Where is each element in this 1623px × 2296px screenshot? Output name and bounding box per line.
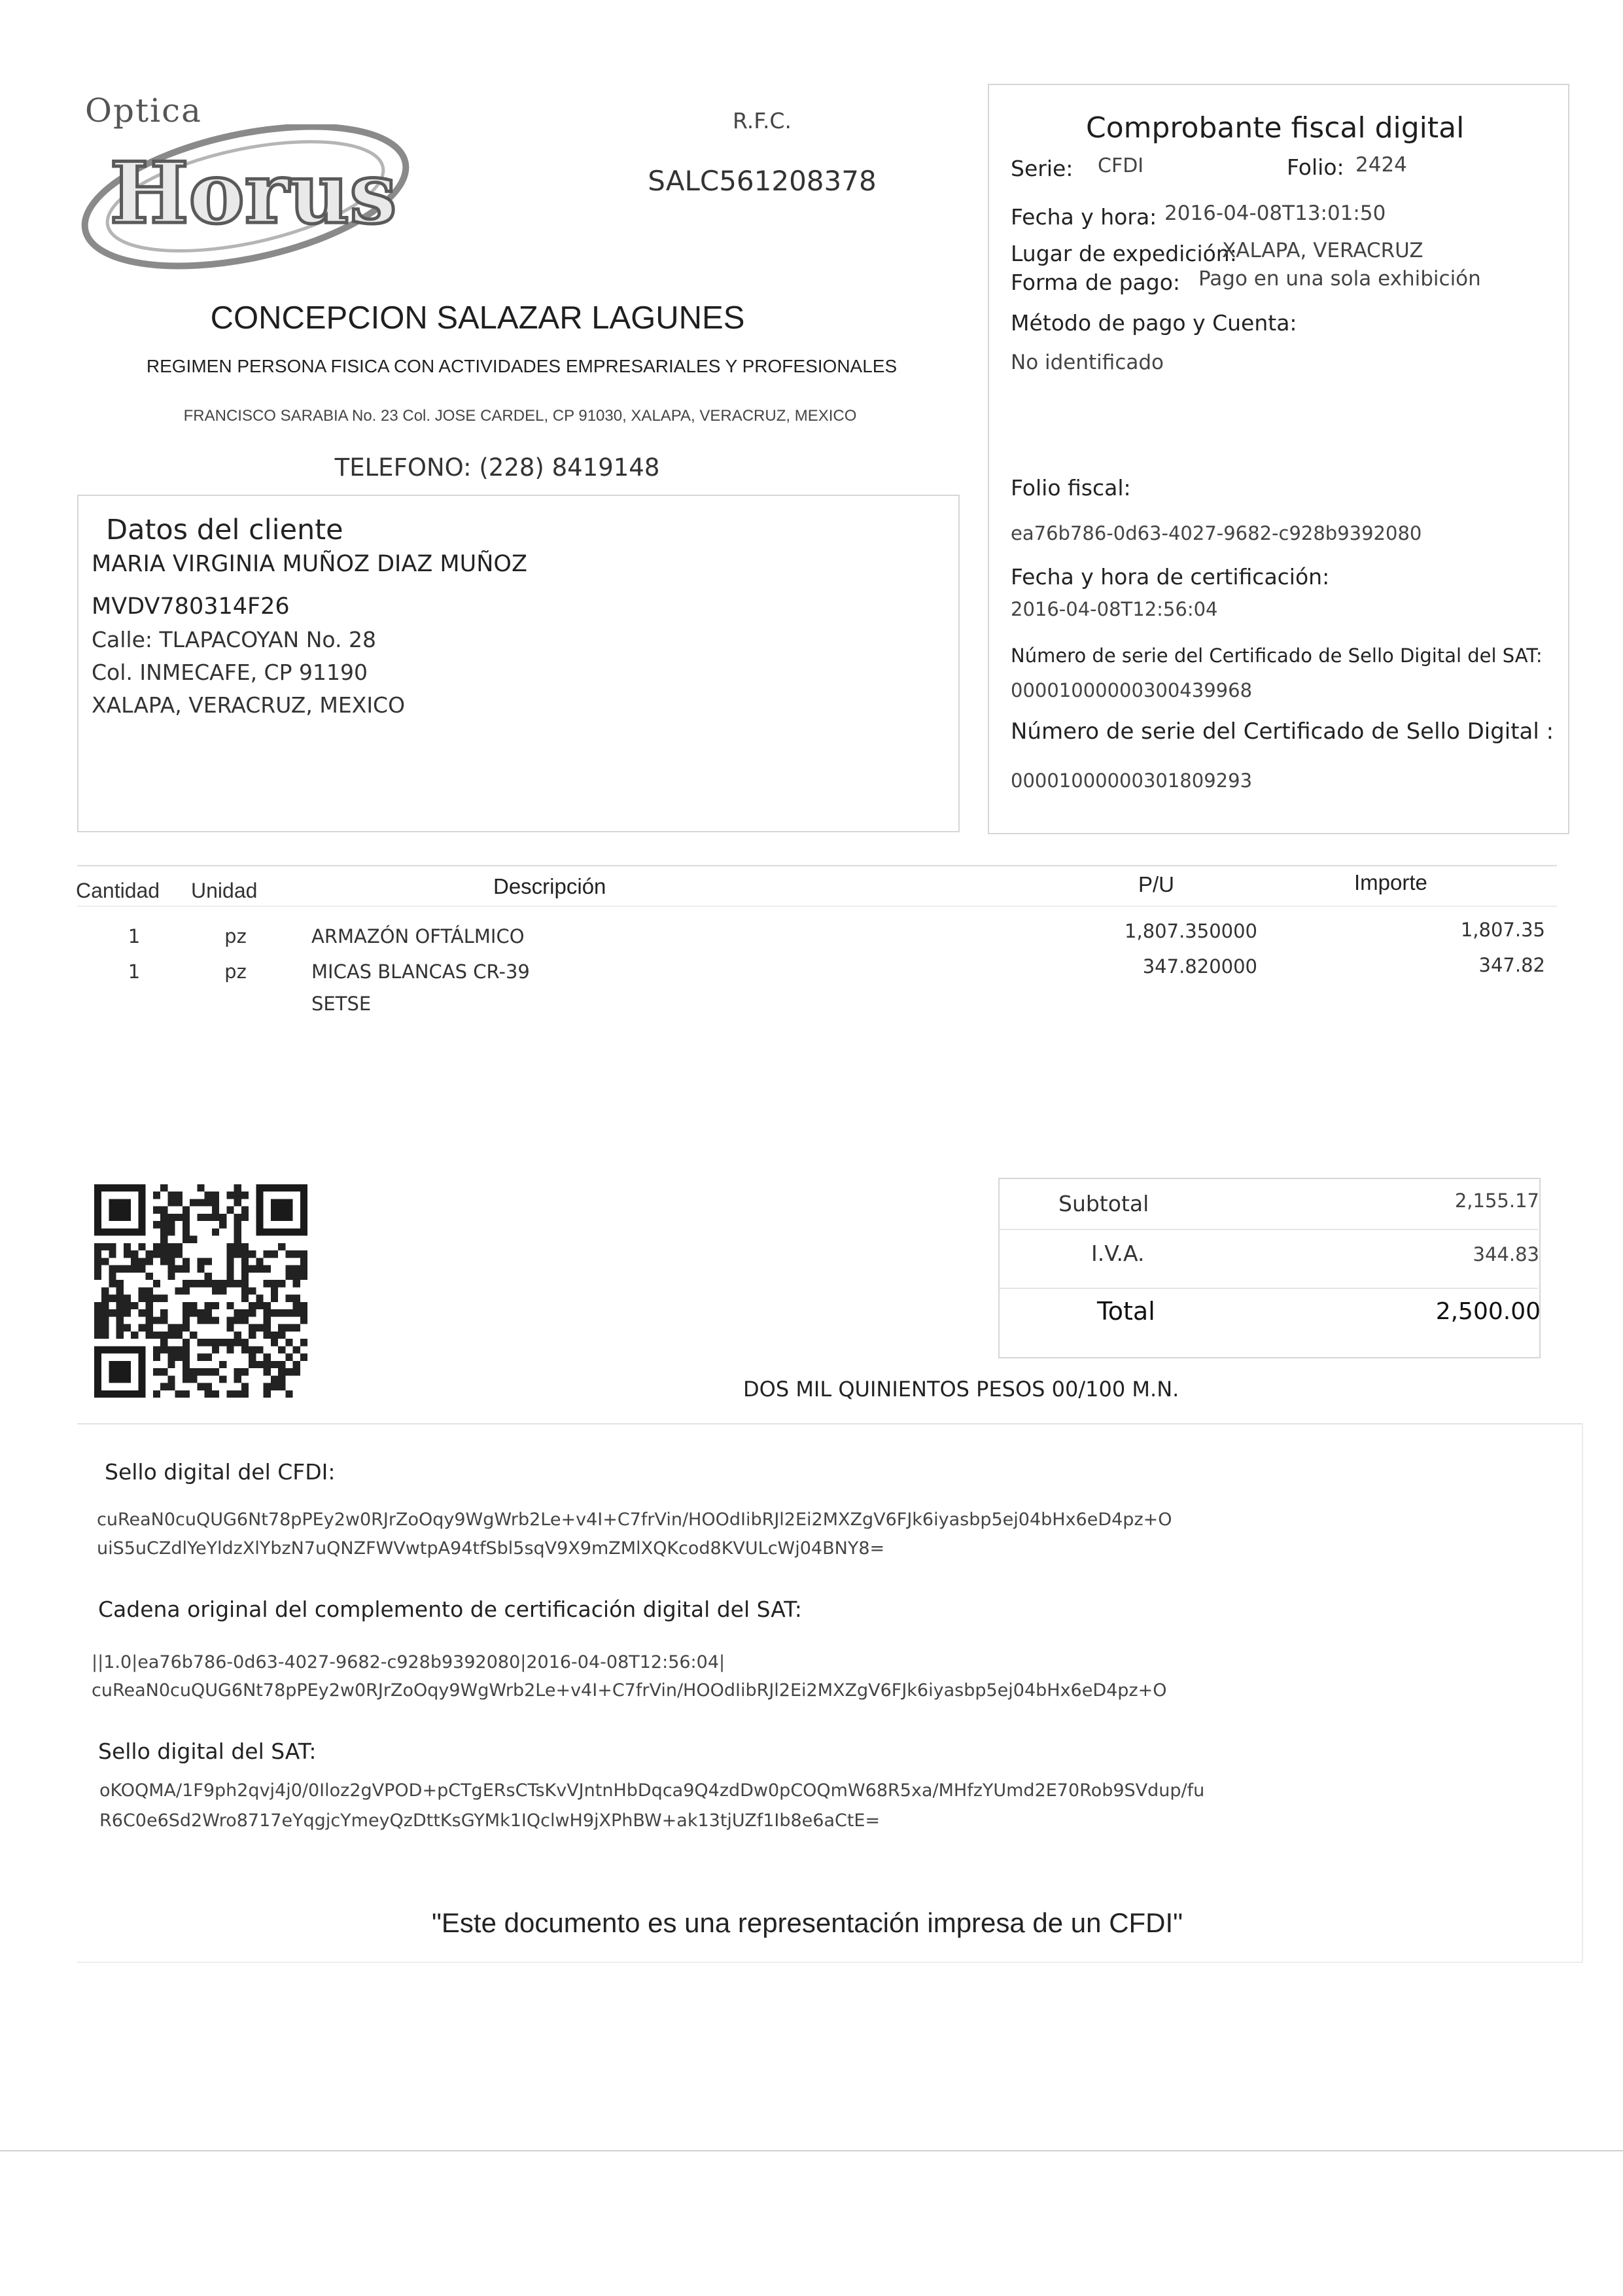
qr-code — [94, 1184, 307, 1398]
certification-date-label: Fecha y hora de certificación: — [1011, 564, 1330, 590]
horus-logo — [75, 124, 432, 281]
table-top-rule — [77, 865, 1557, 866]
certificate-label: Número de serie del Certificado de Sello Digital : — [1011, 718, 1554, 745]
issue-date-label: Fecha y hora: — [1011, 204, 1157, 230]
payment-form-label: Forma de pago: — [1011, 270, 1181, 295]
column-header-descripcion: Descripción — [493, 874, 606, 898]
row-descripcion: ARMAZÓN OFTÁLMICO — [311, 925, 525, 947]
row-importe: 347.82 — [1478, 954, 1545, 976]
original-chain-label: Cadena original del complemento de certificación digital del SAT: — [98, 1597, 802, 1622]
serie-value: CFDI — [1098, 154, 1144, 177]
column-header-cantidad: Cantidad — [76, 879, 160, 902]
logo-horus-text: Horus — [109, 145, 397, 243]
client-name: MARIA VIRGINIA MUÑOZ DIAZ MUÑOZ — [92, 551, 527, 577]
column-header-pu: P/U — [1138, 872, 1175, 896]
payment-form-value: Pago en una sola exhibición — [1198, 267, 1481, 291]
subtotal-label: Subtotal — [1058, 1191, 1149, 1216]
sat-seal-line: oKOQMA/1F9ph2qvj4j0/0Iloz2gVPOD+pCTgERsCTsKvVJntnHbDqca9Q4zdDw0pCOQmW68R5xa/MHfzYUmd2E70Rob9SVdup/fu — [99, 1780, 1205, 1801]
cfdi-seal-line: uiS5uCZdlYeYldzXlYbzN7uQNZFWVwtpA94tfSbl5sqV9X9mZMlXQKcod8KVULcWj04BNY8= — [97, 1538, 885, 1559]
cfdi-seal-line: cuReaN0cuQUG6Nt78pPEy2w0RJrZoOqy9WgWrb2Le+v4I+C7frVin/HOOdIibRJl2Ei2MXZgV6FJk6iyasbp5ej04bHx6eD4pz+O — [97, 1510, 1172, 1530]
row-descripcion: MICAS BLANCAS CR-39 — [311, 961, 530, 983]
cfdi-seal-label: Sello digital del CFDI: — [105, 1459, 336, 1485]
folio-label: Folio: — [1287, 154, 1344, 180]
issuer-regime: REGIMEN PERSONA FISICA CON ACTIVIDADES EMPRESARIALES Y PROFESIONALES — [146, 356, 898, 376]
client-city: XALAPA, VERACRUZ, MEXICO — [92, 692, 406, 718]
client-street: Calle: TLAPACOYAN No. 28 — [92, 627, 376, 652]
iva-value: 344.83 — [1473, 1243, 1539, 1265]
row-descripcion-extra: SETSE — [311, 993, 372, 1015]
row-unidad: pz — [224, 961, 247, 983]
folio-value: 2424 — [1355, 153, 1407, 177]
issue-place-label: Lugar de expedición: — [1011, 241, 1237, 266]
issuer-rfc: SALC561208378 — [648, 165, 877, 197]
certification-date-value: 2016-04-08T12:56:04 — [1011, 598, 1218, 620]
total-value: 2,500.00 — [1435, 1298, 1541, 1325]
payment-method-value: No identificado — [1011, 351, 1164, 374]
client-colony: Col. INMECAFE, CP 91190 — [92, 660, 368, 685]
row-unidad: pz — [224, 925, 247, 947]
subtotal-value: 2,155.17 — [1454, 1190, 1539, 1212]
table-header-rule — [77, 906, 1557, 907]
row-cantidad: 1 — [128, 925, 141, 947]
column-header-importe: Importe — [1354, 870, 1427, 894]
row-cantidad: 1 — [128, 961, 141, 983]
sat-certificate-label: Número de serie del Certificado de Sello Digital del SAT: — [1011, 645, 1543, 667]
client-rfc: MVDV780314F26 — [92, 593, 290, 620]
total-label: Total — [1097, 1297, 1155, 1326]
issuer-phone: TELEFONO: (228) 8419148 — [334, 453, 660, 482]
issuer-name: CONCEPCION SALAZAR LAGUNES — [210, 300, 745, 336]
logo-optica-text: Optica — [85, 92, 202, 130]
amount-in-words: DOS MIL QUINIENTOS PESOS 00/100 M.N. — [743, 1377, 1179, 1402]
issue-date-value: 2016-04-08T13:01:50 — [1164, 202, 1386, 225]
row-pu: 347.820000 — [1142, 955, 1257, 978]
totals-rule — [1000, 1288, 1538, 1289]
issuer-address: FRANCISCO SARABIA No. 23 Col. JOSE CARDEL, CP 91030, XALAPA, VERACRUZ, MEXICO — [183, 407, 857, 425]
iva-label: I.V.A. — [1091, 1241, 1145, 1266]
row-importe: 1,807.35 — [1460, 919, 1545, 941]
column-header-unidad: Unidad — [191, 879, 258, 902]
row-pu: 1,807.350000 — [1125, 920, 1257, 942]
footer-note: "Este documento es una representación impresa de un CFDI" — [432, 1907, 1183, 1938]
original-chain-line: ||1.0|ea76b786-0d63-4027-9682-c928b9392080|2016-04-08T12:56:04| — [92, 1652, 725, 1672]
rfc-label: R.F.C. — [733, 108, 792, 133]
issue-place-value: XALAPA, VERACRUZ — [1222, 239, 1423, 262]
page-edge-line — [0, 2150, 1623, 2151]
payment-method-label: Método de pago y Cuenta: — [1011, 310, 1297, 336]
original-chain-line: cuReaN0cuQUG6Nt78pPEy2w0RJrZoOqy9WgWrb2Le+v4I+C7frVin/HOOdIibRJl2Ei2MXZgV6FJk6iyasbp5ej04bHx6eD4pz+O — [92, 1680, 1167, 1701]
serie-label: Serie: — [1011, 156, 1073, 181]
seals-right-rule — [1582, 1423, 1583, 1963]
certificate-value: 00001000000301809293 — [1011, 769, 1253, 792]
client-section-title: Datos del cliente — [106, 514, 343, 546]
fiscal-folio-value: ea76b786-0d63-4027-9682-c928b9392080 — [1011, 522, 1422, 544]
totals-rule — [1000, 1229, 1538, 1230]
sat-certificate-value: 00001000000300439968 — [1011, 679, 1253, 701]
seals-top-rule — [77, 1423, 1582, 1424]
fiscal-folio-label: Folio fiscal: — [1011, 475, 1131, 501]
fiscal-title: Comprobante fiscal digital — [1086, 111, 1465, 145]
seals-bottom-rule — [77, 1962, 1583, 1963]
sat-seal-line: R6C0e6Sd2Wro8717eYqgjcYmeyQzDttKsGYMk1IQclwH9jXPhBW+ak13tjUZf1Ib8e6aCtE= — [99, 1810, 881, 1831]
sat-seal-label: Sello digital del SAT: — [98, 1739, 317, 1764]
